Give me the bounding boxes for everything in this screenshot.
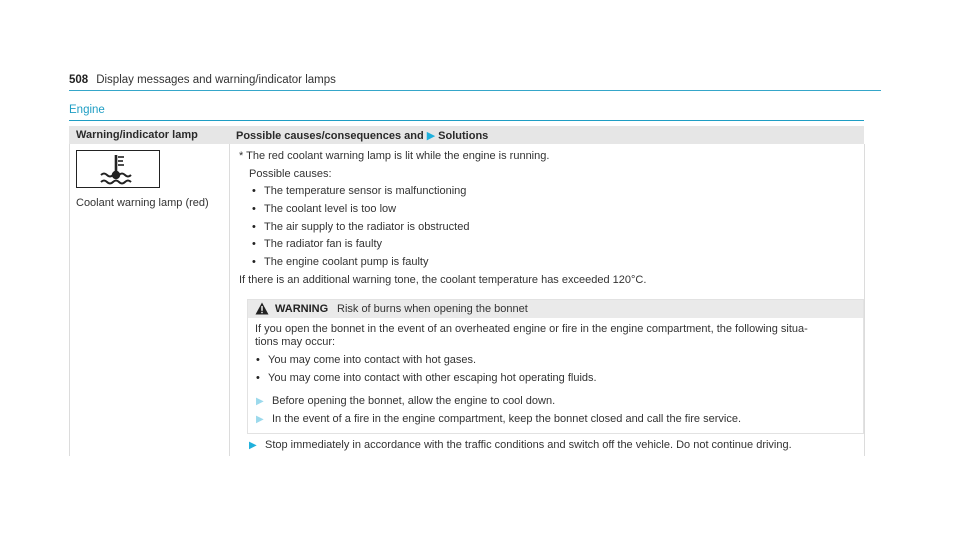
warning-lamp-table: [69, 126, 864, 456]
cause-item: • The radiator fan is faulty: [264, 238, 382, 250]
warning-title: Risk of burns when opening the bonnet: [337, 303, 528, 315]
final-action: Stop immediately in accordance with the traffic conditions and switch off the vehicle. Do not continue driving.: [265, 439, 792, 451]
warning-triangle-icon: [255, 302, 269, 315]
warning-text-line: tions may occur:: [255, 336, 336, 348]
cause-item: • The engine coolant pump is faulty: [264, 256, 429, 268]
col-header-causes: [236, 129, 488, 142]
warning-text-line: If you open the bonnet in the event of an overheated engine or fire in the engine compartment, the following situa-: [255, 323, 808, 335]
column-divider: [229, 144, 230, 456]
arrow-right-icon: ▶: [256, 396, 264, 407]
warning-header: [248, 300, 863, 318]
header-rule: [69, 90, 881, 91]
col-header-lamp: Warning/indicator lamp: [76, 129, 198, 141]
intro-text: * The red coolant warning lamp is lit while the engine is running.: [239, 150, 550, 162]
arrow-right-icon: ▶: [249, 440, 257, 451]
column-divider: [864, 144, 865, 456]
cause-item: • The air supply to the radiator is obstructed: [264, 221, 469, 233]
arrow-right-icon: ▶: [256, 414, 264, 425]
table-header-row: [69, 126, 864, 144]
arrow-right-icon: ▶: [426, 130, 436, 142]
cause-item: • The coolant level is too low: [264, 203, 396, 215]
col-header-solutions-text: Solutions: [438, 130, 489, 142]
warning-action: Before opening the bonnet, allow the engine to cool down.: [272, 395, 556, 407]
warning-box: [247, 299, 864, 434]
warning-bullet: • You may come into contact with hot gases.: [268, 354, 476, 366]
coolant-temperature-icon: [76, 150, 160, 188]
col-header-causes-text: Possible causes/consequences and: [236, 130, 424, 142]
possible-causes-label: Possible causes:: [249, 168, 332, 180]
additional-text: If there is an additional warning tone, the coolant temperature has exceeded 120°C.: [239, 274, 647, 286]
warning-label: WARNING: [275, 303, 329, 315]
page-header: [69, 74, 336, 86]
lamp-label: Coolant warning lamp (red): [76, 197, 209, 209]
section-title: Engine: [69, 104, 105, 116]
page-header-title: Display messages and warning/indicator lamps: [96, 74, 336, 86]
section-rule: [69, 120, 864, 121]
warning-action: In the event of a fire in the engine compartment, keep the bonnet closed and call the fire service.: [272, 413, 742, 425]
cause-item: • The temperature sensor is malfunctioning: [264, 185, 466, 197]
column-divider: [69, 144, 70, 456]
warning-bullet: • You may come into contact with other escaping hot operating fluids.: [268, 372, 597, 384]
page-number: 508: [69, 74, 89, 86]
